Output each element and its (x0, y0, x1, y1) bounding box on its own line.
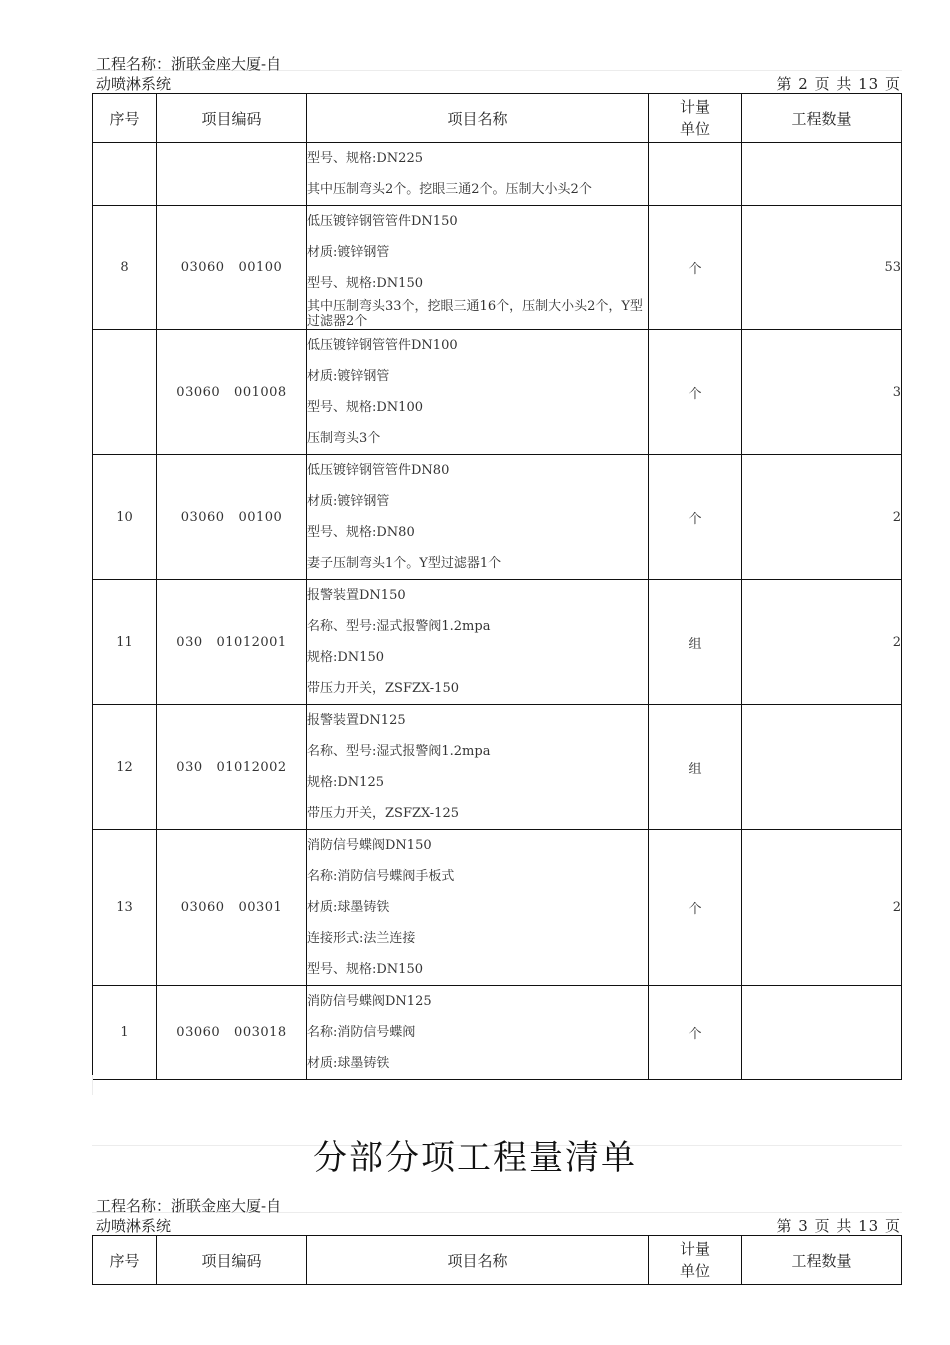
name-line: 报警装置DN150 (307, 588, 406, 603)
cell-name (307, 986, 649, 1080)
col-header-seq: 序号 (93, 1236, 157, 1285)
cell-seq: 1 (93, 986, 157, 1080)
cell-seq: 12 (93, 705, 157, 830)
cell-unit: 个 (649, 206, 742, 330)
table-row (93, 330, 902, 455)
bill-of-quantities-table-p3 (92, 1235, 902, 1285)
name-line: 型号、规格:DN225 (307, 151, 423, 166)
page-indicator-p3: 第 3 页 共 13 页 (776, 1217, 901, 1235)
cell-qty (742, 143, 902, 206)
cell-code: 03060 00100 (157, 206, 307, 330)
cell-unit (649, 143, 742, 206)
col-header-code: 项目编码 (157, 1236, 307, 1285)
name-line: 报警装置DN125 (307, 713, 406, 728)
cell-code (157, 143, 307, 206)
project-name-line2: 动喷淋系统 (96, 75, 172, 93)
cell-code: 03060 00301 (157, 830, 307, 986)
table-row (93, 455, 902, 580)
name-line: 型号、规格:DN150 (307, 962, 423, 977)
cell-code: 03060 001008 (157, 330, 307, 455)
cell-name (307, 455, 649, 580)
table-row (93, 580, 902, 705)
table-header-row-p3 (93, 1236, 902, 1285)
name-line: 型号、规格:DN80 (307, 525, 415, 540)
cell-unit: 个 (649, 455, 742, 580)
cell-seq: 10 (93, 455, 157, 580)
name-line: 材质:球墨铸铁 (307, 900, 390, 915)
table-header-row (93, 94, 902, 143)
cell-unit: 个 (649, 330, 742, 455)
page-indicator: 第 2 页 共 13 页 (776, 75, 901, 93)
name-line: 消防信号蝶阀DN150 (307, 838, 432, 853)
col-header-name: 项目名称 (307, 94, 649, 143)
cell-name (307, 830, 649, 986)
cell-qty: 53 (742, 206, 902, 330)
cell-seq (93, 330, 157, 455)
name-line: 规格:DN125 (307, 775, 384, 790)
name-line: 其中压制弯头33个，挖眼三通16个，压制大小头2个，Y型过滤器2个 (307, 299, 643, 329)
cell-unit: 个 (649, 986, 742, 1080)
name-line: 低压镀锌钢管管件DN80 (307, 463, 450, 478)
cell-qty (742, 705, 902, 830)
cell-code: 030 01012001 (157, 580, 307, 705)
project-name-line1: 工程名称：浙联金座大厦-自 (96, 55, 282, 73)
name-line: 带压力开关，ZSFZX-150 (307, 681, 459, 696)
name-line: 材质:球墨铸铁 (307, 1056, 390, 1071)
table-body (93, 94, 902, 1080)
project-name-line2-p3: 动喷淋系统 (96, 1217, 172, 1235)
cell-qty: 2 (742, 455, 902, 580)
cell-seq (93, 143, 157, 206)
cell-qty: 2 (742, 580, 902, 705)
cell-name (307, 705, 649, 830)
name-line: 型号、规格:DN150 (307, 276, 423, 291)
cell-unit: 组 (649, 580, 742, 705)
col-header-unit (649, 94, 742, 143)
name-line: 名称、型号:湿式报警阀1.2mpa (307, 744, 491, 759)
table-row (93, 830, 902, 986)
bill-of-quantities-table (92, 93, 902, 1080)
cell-qty (742, 986, 902, 1080)
cell-unit: 个 (649, 830, 742, 986)
cell-unit: 组 (649, 705, 742, 830)
cell-code: 03060 00100 (157, 455, 307, 580)
name-line: 压制弯头3个 (307, 431, 381, 446)
col-header-seq: 序号 (93, 94, 157, 143)
table-row (93, 206, 902, 330)
cell-qty: 3 (742, 330, 902, 455)
cell-name (307, 330, 649, 455)
cell-seq: 13 (93, 830, 157, 986)
page-edge-line (92, 1075, 93, 1095)
cell-code: 030 01012002 (157, 705, 307, 830)
name-line: 型号、规格:DN100 (307, 400, 423, 415)
cell-name (307, 206, 649, 330)
cell-seq: 8 (93, 206, 157, 330)
name-line: 材质:镀锌钢管 (307, 245, 390, 260)
name-line: 材质:镀锌钢管 (307, 369, 390, 384)
cell-name (307, 143, 649, 206)
col-header-code: 项目编码 (157, 94, 307, 143)
col-header-unit-line1: 计量 (679, 1240, 710, 1258)
name-line: 材质:镀锌钢管 (307, 494, 390, 509)
table-row (93, 986, 902, 1080)
cell-name (307, 580, 649, 705)
name-line: 低压镀锌钢管管件DN100 (307, 338, 458, 353)
name-line: 带压力开关，ZSFZX-125 (307, 806, 459, 821)
col-header-unit-line2: 单位 (679, 120, 710, 138)
name-line: 名称:消防信号蝶阀手板式 (307, 869, 455, 884)
name-line: 低压镀锌钢管管件DN150 (307, 214, 458, 229)
col-header-unit-line1: 计量 (679, 98, 710, 116)
name-line: 消防信号蝶阀DN125 (307, 994, 432, 1009)
name-line: 连接形式:法兰连接 (307, 931, 416, 946)
section-title: 分部分项工程量清单 (313, 1138, 637, 1178)
col-header-qty: 工程数量 (742, 94, 902, 143)
cell-qty: 2 (742, 830, 902, 986)
col-header-qty: 工程数量 (742, 1236, 902, 1285)
name-line: 名称、型号:湿式报警阀1.2mpa (307, 619, 491, 634)
col-header-unit-line2: 单位 (679, 1262, 710, 1280)
project-name-line1-p3: 工程名称：浙联金座大厦-自 (96, 1197, 282, 1215)
cell-code: 03060 003018 (157, 986, 307, 1080)
name-line: 名称:消防信号蝶阀 (307, 1025, 416, 1040)
name-line: 妻子压制弯头1个。Y型过滤器1个 (307, 556, 502, 571)
col-header-unit (649, 1236, 742, 1285)
cell-seq: 11 (93, 580, 157, 705)
name-line: 其中压制弯头2个。挖眼三通2个。压制大小头2个 (307, 182, 592, 197)
col-header-name: 项目名称 (307, 1236, 649, 1285)
name-line: 规格:DN150 (307, 650, 384, 665)
table-row (93, 143, 902, 206)
table-row (93, 705, 902, 830)
